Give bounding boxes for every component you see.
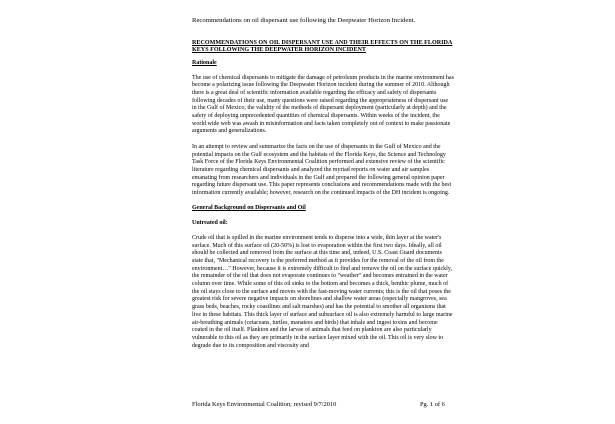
section-heading-background: General Background on Dispersants and Oil	[192, 205, 306, 212]
paragraph-rationale-2: In an attempt to review and summarize the facts on the use of dispersants in the Gulf of Mexico and the potential impacts on the Gulf ecosystem and the habitats of the Florida Keys, the Science and Technology Task Force of the Florida Keys Environmental Coalition performed and extensive review of the scientific literature regarding chemical dispersants and analyzed the myriad reports on water and air samples emanating from researchers and individuals in the Gulf and prepared the following general opinion paper regarding future dispersant use. This paper represents conclusions and recommendations made with the best information currently available; however, research on the continued impacts of the DH incident is ongoing.	[192, 143, 452, 197]
document-body	[192, 40, 454, 358]
subsection-heading-untreated-oil: Untreated oil:	[192, 220, 228, 227]
document-title: RECOMMENDATIONS ON OIL DISPERSANT USE AND THEIR EFFECTS ON THE FLORIDA KEYS FOLLOWING THE DEEPWATER HORIZON INCIDENT	[192, 40, 453, 54]
footer-organization: Florida Keys Environmental Coalition; revised 9/7/2010	[192, 401, 337, 408]
running-header: Recommendations on oil dispersant use following the Deepwater Horizon Incident.	[192, 17, 416, 24]
footer-page-number: Pg. 1 of 6	[420, 401, 445, 408]
section-heading-rationale: Rationale	[192, 59, 217, 66]
paragraph-untreated-oil: Crude oil that is spilled in the marine environment tends to disperse into a wide, thin layer at the water's surface. Much of this surface oil (20-50%) is lost to evaporation within the first two days. Ideally, all oil should be collected and removed from the surface at this time and, indeed, U.S. Coast Guard documents state that, "Mechanical recovery is the preferred method as it provides for the removal of the oil from the environment…" However, because it is extremely difficult to find and remove the oil on the surface quickly, the remainder of the oil that does not evaporate continues to "weather" and becomes entrained in the water column over time. While some of this oil sinks to the bottom and becomes a thick, benthic plume, much of the oil stays close to the surface and moves with the fast-moving water currents; this is the oil that poses the greatest risk for severe negative impacts on shorelines and shallow water areas (especially mangroves, sea grass beds, beaches, rocky coastlines and salt marshes) and has the potential to smother all organisms that live in these habitats. This thick layer of surface and subsurface oil is also extremely harmful to large marine air-breathing animals (cetaceans, turtles, manatees and birds) that inhale and ingest toxins and become coated in the oil itself. Plankton and the larvae of animals that feed on plankton are also particularly vulnerable to this oil as they are primarily in the surface layer mixed with the oil. This oil is very slow to degrade due to its composition and viscosity and	[192, 234, 453, 349]
paragraph-rationale-1: The use of chemical dispersants to mitigate the damage of petroleum products in the marine environment has become a polarizing issue following the Deepwater Horizon incident during the summer of 2010. Although there is a great deal of scientific information available regarding the efficacy and safety of dispersants following decades of their use, many questions were raised regarding the appropriateness of dispersant use in the Gulf of Mexico, the validity of the methods of dispersant deployment (particularly at depth) and the safety of deploying unprecedented quantities of chemical dispersants. Within weeks of the incident, the world wide web was awash in misinformation and facts taken completely out of context to make passionate arguments and generalizations.	[192, 74, 454, 135]
